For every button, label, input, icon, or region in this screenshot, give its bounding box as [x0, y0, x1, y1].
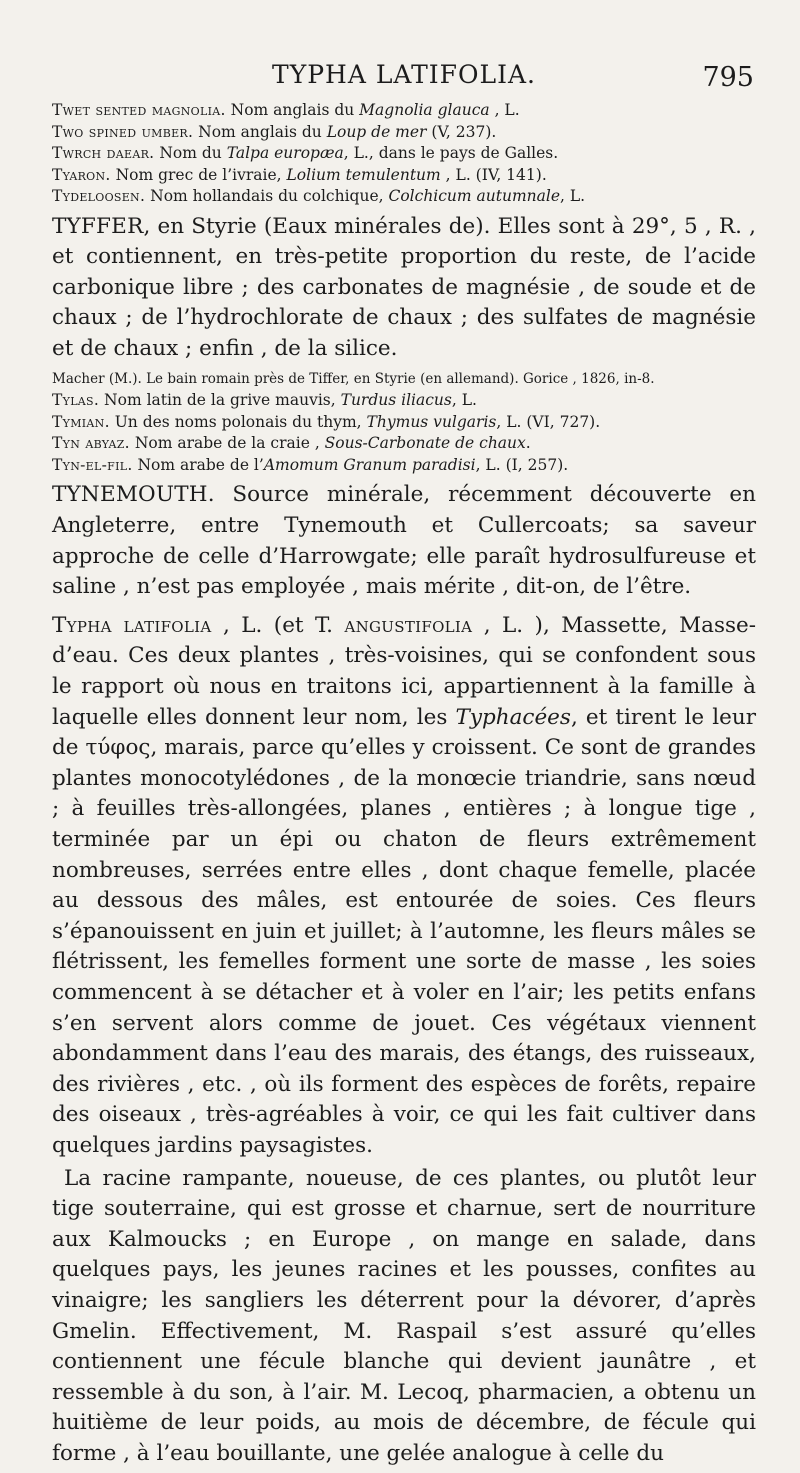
entry-headword: Tyn abyaz. — [52, 434, 130, 453]
entry-tail: (V, 237). — [426, 122, 497, 141]
entry-latin-name: Colchicum autumnale — [388, 187, 561, 205]
entry-headword: Tyn-el-fil. — [52, 455, 133, 474]
entry-headword-secondary: angustifolia — [344, 612, 473, 638]
entry-headword: TYNEMOUTH — [52, 482, 208, 508]
entry-text: Nom du — [154, 144, 227, 162]
entry-typha — [52, 611, 756, 1162]
entry-tail: , L., dans le pays de Galles. — [343, 144, 559, 162]
entry-latin-name: Loup de mer — [326, 122, 427, 141]
short-entries-top — [52, 100, 756, 208]
entry-text: , L. (et T. — [211, 612, 345, 638]
bibliographic-reference: Macher (M.). Le bain romain près de Tiffer, en Styrie (en allemand). Gorice , 1826, in-8. — [52, 371, 655, 388]
entry-tail: , L. (I, 257). — [475, 455, 569, 474]
entry-headword: Tylas. — [52, 391, 100, 410]
entry-tail: , L. — [560, 187, 586, 205]
entry-tail: , L. — [451, 391, 477, 410]
dictionary-entry — [52, 143, 756, 165]
entry-tail: , L. (IV, 141). — [440, 165, 547, 184]
entry-headword: Tydeloosen. — [52, 187, 146, 205]
dictionary-entry — [52, 186, 756, 208]
entry-tynemouth — [52, 480, 756, 602]
entry-tail: , L. (VI, 727). — [496, 412, 601, 431]
entry-headword: Tyaron. — [52, 165, 111, 184]
entry-body: . Source minérale, récemment découverte en Angleterre, entre Tynemouth et Cullercoats; sa saveur approche de celle d’Harrowgate; elle paraît hydrosulfureuse et saline , n’est pas employée , mais mérite , dit-on, de l’être. — [52, 482, 756, 600]
paragraph — [52, 1164, 756, 1470]
page-number: 795 — [702, 62, 754, 93]
entry-text: Nom latin de la grive mauvis, — [99, 391, 341, 410]
entry-latin-name: Turdus iliacus — [340, 391, 452, 410]
dictionary-entry — [52, 433, 756, 455]
entry-headword: TYFFER — [52, 213, 144, 239]
entry-body: , en Styrie (Eaux minérales de). Elles sont à 29°, 5 , R. , et contiennent, en très-petite proportion du reste, de l’acide carbonique libre ; des carbonates de magnésie , de soude et de chaux ; de l’hydrochlorate de chaux ; des sulfates de magnésie et de chaux ; enfin , de la silice. — [52, 213, 756, 361]
entry-headword: Two spined umber. — [52, 122, 194, 141]
entry-latin-name: Amomum Granum paradisi — [263, 455, 476, 474]
entry-text: Nom anglais du — [225, 101, 360, 119]
dictionary-entry — [52, 100, 756, 122]
dictionary-entry — [52, 412, 756, 434]
entry-tail: . — [525, 434, 531, 453]
page-header — [52, 56, 756, 100]
entry-latin-name: Lolium temulentum — [286, 165, 441, 184]
entry-latin-name: Thymus vulgaris — [366, 412, 497, 431]
entry-latin-name: Talpa europæa — [226, 144, 344, 162]
entry-text: Nom grec de l’ivraie, — [110, 165, 287, 184]
entry-text: , L. ), Massette, Masse-d’eau. Ces deux plantes , très-voisines, qui se confondent sous le rapport où nous en traitons ici, appartiennent à la famille à laquelle elles donnent leur nom, les — [52, 612, 757, 730]
entry-body: , et tirent le leur de τύφος, marais, parce qu’elles y croissent. Ce sont de grandes plantes monocotylédones , de la monœcie triandrie, sans nœud ; à feuilles très-allongées, planes , entières ; à longue tige , terminée par un épi ou chaton de fleurs extrêmement nombreuses, serrées entre elles , dont chaque femelle, placée au dessous des mâles, est entourée de soies. Ces fleurs s’épanouissent en juin et juillet; à l’automne, les fleurs mâles se flétrissent, les femelles forment une sorte de masse , les soies commencent à se détacher et à voler en l’air; les petits enfans s’en servent alors comme de jouet. Ces végétaux viennent abondamment dans l’eau des marais, des étangs, des ruisseaux, des rivières , etc. , où ils forment des espèces de forêts, repaire des oiseaux , très-agréables à voir, ce qui les fait cultiver dans quelques jardins paysagistes. — [52, 704, 756, 1158]
entry-headword: Typha latifolia — [52, 612, 212, 638]
dictionary-entry — [52, 390, 756, 412]
paragraph-text: La racine rampante, noueuse, de ces plantes, ou plutôt leur tige souterraine, qui est grosse et charnue, sert de nourriture aux Kalmoucks ; en Europe , on mange en salade, dans quelques pays, les jeunes racines et les pousses, confites au vinaigre; les sangliers les déterrent pour la dévorer, d’après Gmelin. Effectivement, M. Raspail s’est assuré qu’elles contiennent une fécule blanche qui devient jaunâtre , et ressemble à du son, à l’air. M. Lecoq, pharmacien, a obtenu un huitième de leur poids, au mois de décembre, de fécule qui forme , à l’eau bouillante, une gelée analogue à celle du — [52, 1165, 756, 1466]
entry-text: Nom anglais du — [193, 122, 327, 141]
entry-headword: Tymian. — [52, 412, 110, 431]
entry-latin-name: Magnolia glauca — [359, 101, 490, 119]
dictionary-entry — [52, 455, 756, 477]
entry-text: Nom hollandais du colchique, — [145, 187, 389, 205]
family-name: Typhacées — [455, 704, 571, 730]
entry-text: Nom arabe de l’ — [132, 455, 264, 474]
running-head: TYPHA LATIFOLIA. — [272, 60, 536, 89]
entry-text: Nom arabe de la craie , — [129, 434, 325, 453]
entry-text: Un des noms polonais du thym, — [109, 412, 367, 431]
entry-headword: Twet sented magnolia. — [52, 101, 226, 119]
short-entries-mid — [52, 390, 756, 476]
entry-latin-name: Sous-Carbonate de chaux — [324, 434, 526, 453]
entry-headword: Twrch daear. — [52, 144, 155, 162]
entry-tyffer — [52, 212, 756, 365]
entry-tail: , L. — [489, 101, 520, 119]
dictionary-entry — [52, 122, 756, 144]
dictionary-entry — [52, 165, 756, 187]
